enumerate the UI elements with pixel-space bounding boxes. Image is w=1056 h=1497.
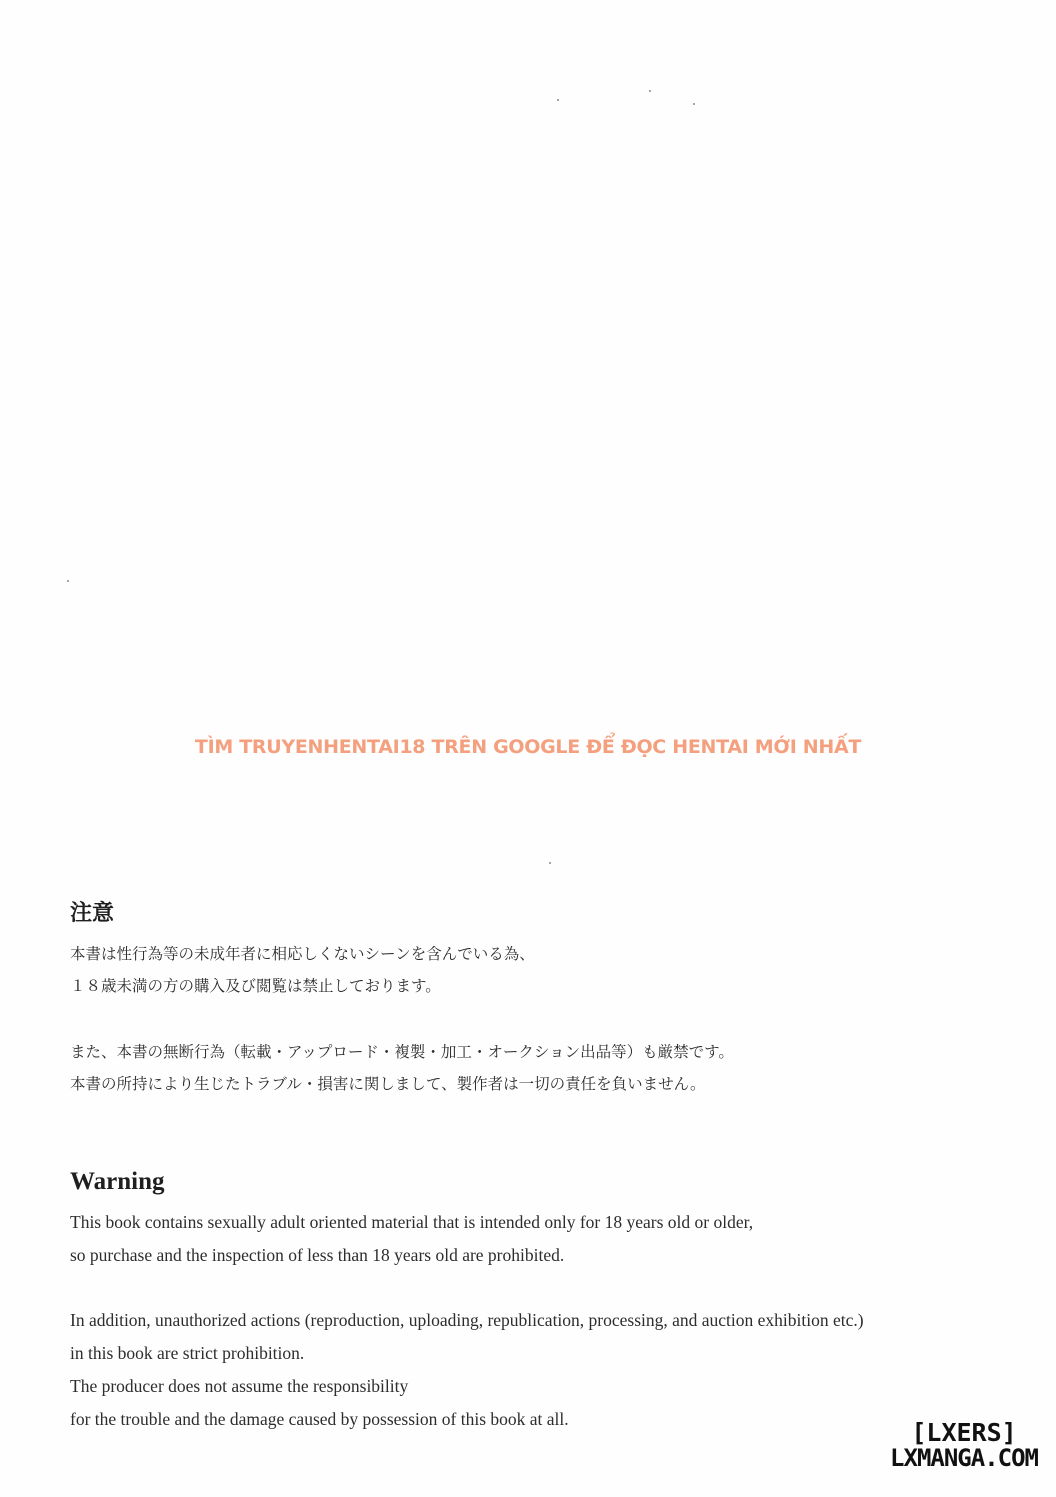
japanese-notice-line: １８歳未満の方の購入及び閲覧は禁止しております。	[70, 977, 441, 995]
english-notice-line: in this book are strict prohibition.	[70, 1343, 305, 1363]
english-notice-line: This book contains sexually adult oriented material that is intended only for 18 years old or older,	[70, 1212, 754, 1232]
scanlator-stamp	[890, 1420, 1038, 1471]
japanese-notice-heading: 注意	[70, 900, 115, 926]
stamp-site-name: LXMANGA.COM	[890, 1444, 1038, 1473]
watermark-text: TÌM TRUYENHENTAI18 TRÊN GOOGLE ĐỂ ĐỌC HENTAI MỚI NHẤT	[194, 736, 862, 758]
scan-speck	[649, 90, 651, 92]
english-notice-line: so purchase and the inspection of less than 18 years old are prohibited.	[70, 1245, 565, 1265]
scan-speck	[693, 103, 695, 105]
japanese-notice-line: 本書は性行為等の未成年者に相応しくないシーンを含んでいる為、	[70, 945, 535, 963]
english-notice-line: The producer does not assume the responsibility	[70, 1376, 409, 1396]
stamp-group-name: [LXERS]	[911, 1418, 1017, 1447]
english-notice-line: for the trouble and the damage caused by possession of this book at all.	[70, 1409, 569, 1429]
scan-speck	[557, 99, 559, 101]
japanese-notice-line: 本書の所持により生じたトラブル・損害に関しまして、製作者は一切の責任を負いません。	[70, 1075, 706, 1093]
scan-speck	[549, 862, 551, 864]
english-notice-heading: Warning	[70, 1168, 165, 1195]
scan-speck	[67, 580, 69, 582]
japanese-notice-line: また、本書の無断行為（転載・アップロード・複製・加工・オークション出品等）も厳禁です。	[70, 1043, 734, 1061]
english-notice-line: In addition, unauthorized actions (reproduction, uploading, republication, processing, and auction exhibition etc.)	[70, 1310, 864, 1330]
